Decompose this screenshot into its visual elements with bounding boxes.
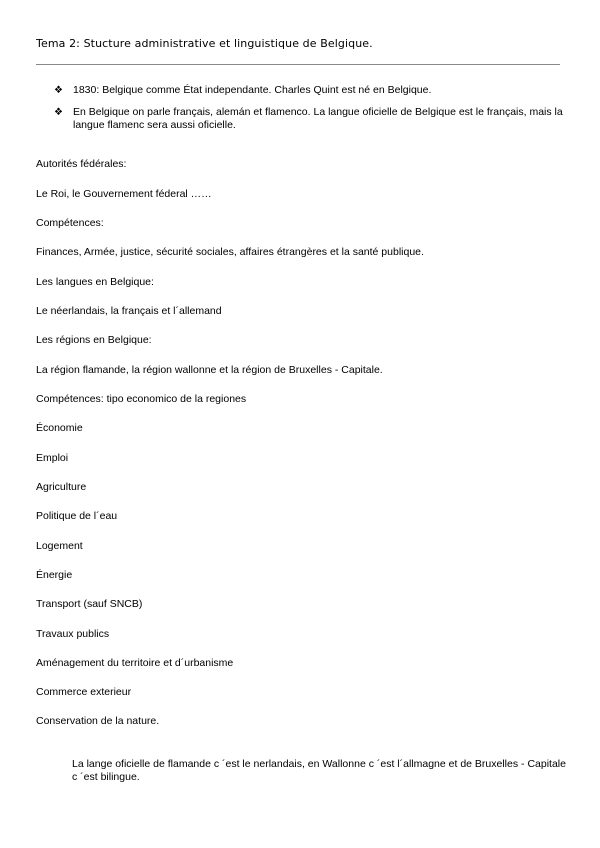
bullet-list [54,84,566,141]
text-line: Les langues en Belgique: [36,276,154,288]
text-line: Énergie [36,569,73,581]
text-line: Travaux publics [36,628,110,640]
text-line: Le Roi, le Gouvernement féderal …… [36,188,212,200]
text-line: Autorités fédérales: [36,158,127,170]
closing-note: La lange oficielle de flamande c ´est le nerlandais, en Wallonne c ´est l´allmagne et de Bruxelles - Capitale c ´est bilingue. [72,758,566,783]
text-line: Agriculture [36,481,87,493]
diamond-bullet-icon: ❖ [54,85,63,96]
text-line: Commerce exterieur [36,686,132,698]
page-title: Tema 2: Stucture administrative et linguistique de Belgique. [36,37,373,50]
title-divider [36,64,560,65]
text-line: La région flamande, la région wallonne et la région de Bruxelles - Capitale. [36,364,383,376]
bullet-text: 1830: Belgique comme État independante. Charles Quint est né en Belgique. [73,84,432,96]
text-line: Économie [36,422,83,434]
text-line: Aménagement du territoire et d´urbanisme [36,657,234,669]
list-item [54,106,566,132]
text-line: Emploi [36,452,69,464]
text-line: Les régions en Belgique: [36,334,152,346]
text-line: Finances, Armée, justice, sécurité sociales, affaires étrangères et la santé publique. [36,246,424,258]
text-line: Conservation de la nature. [36,715,160,727]
text-line: Compétences: tipo economico de la regiones [36,393,247,405]
text-line: Le néerlandais, la français et l´allemand [36,305,222,317]
diamond-bullet-icon: ❖ [54,107,63,118]
text-line: Politique de l´eau [36,510,118,522]
text-line: Compétences: [36,217,104,229]
list-item [54,84,566,97]
bullet-text: En Belgique on parle français, alemán et flamenco. La langue oficielle de Belgique est le français, mais la langue flamenc sera aussi oficielle. [73,106,563,131]
text-line: Transport (sauf SNCB) [36,598,143,610]
text-line: Logement [36,540,83,552]
